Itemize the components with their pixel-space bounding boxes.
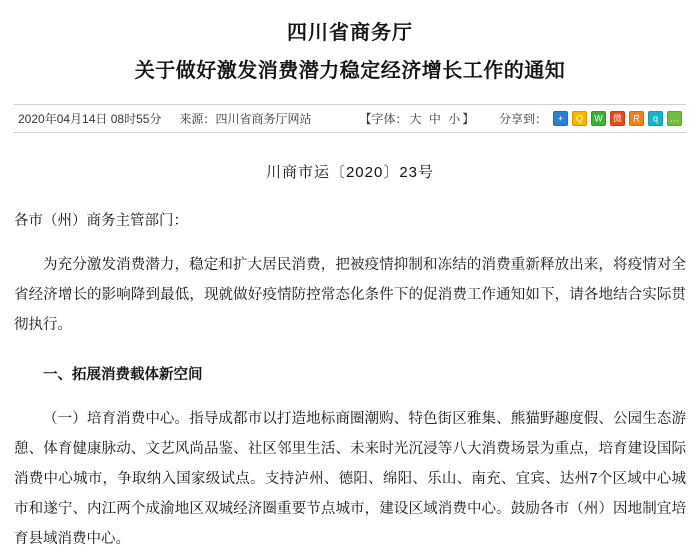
page-org-title: 四川省商务厅 [287, 22, 413, 44]
source-label: 来源： [179, 112, 216, 126]
share-group [499, 110, 686, 127]
publish-date: 2020年04月14日 08时55分 [18, 112, 162, 126]
document-body [14, 206, 686, 554]
font-size-label: 【字体： [359, 112, 408, 126]
share-add-icon[interactable]: + [553, 111, 568, 126]
document-number: 川商市运〔2020〕23号 [265, 164, 435, 181]
font-size-large[interactable]: 大 [409, 112, 422, 126]
section-heading-1: 一、拓展消费载体新空间 [43, 367, 203, 383]
share-weibo-icon[interactable]: 微 [610, 111, 625, 126]
page-title: 关于做好激发消费潜力稳定经济增长工作的通知 [134, 60, 566, 82]
share-rss-icon[interactable]: R [629, 111, 644, 126]
source-info [179, 110, 311, 127]
title-block [14, 0, 686, 88]
share-qq-icon[interactable]: q [648, 111, 663, 126]
source-link[interactable]: 四川省商务厅网站 [215, 112, 312, 126]
section-1-paragraph-1: （一）培育消费中心。指导成都市以打造地标商圈潮购、特色街区雅集、熊猫野趣度假、公园生态游憩、体育健康脉动、文艺风尚品鉴、社区邻里生活、未来时光沉浸等八大消费场景为重点，培育建设国际消费中心城市，争取纳入国家级试点。支持泸州、德阳、绵阳、乐山、南充、宜宾、达州7个区域中心城市和遂宁、内江两个成渝地区双城经济圈重要节点城市，建设区域消费中心。鼓励各市（州）因地制宜培育县域消费中心。 [14, 411, 686, 547]
font-size-close: 】 [462, 112, 475, 126]
share-more-icon[interactable]: … [667, 111, 682, 126]
meta-bar [14, 104, 686, 133]
font-size-medium[interactable]: 中 [428, 112, 441, 126]
share-label: 分享到： [498, 112, 547, 126]
font-size-small[interactable]: 小 [448, 112, 461, 126]
salutation: 各市（州）商务主管部门： [14, 213, 188, 229]
meta-left-group [14, 110, 474, 127]
body-paragraph-1: 为充分激发消费潜力，稳定和扩大居民消费，把被疫情抑制和冻结的消费重新释放出来，将疫情对全省经济增长的影响降到最低，现就做好疫情防控常态化条件下的促消费工作通知如下，请各地结合实际贯彻执行。 [14, 257, 686, 333]
font-size-controls [359, 110, 474, 127]
share-wechat-icon[interactable]: W [591, 111, 606, 126]
share-qzone-icon[interactable]: Q [572, 111, 587, 126]
